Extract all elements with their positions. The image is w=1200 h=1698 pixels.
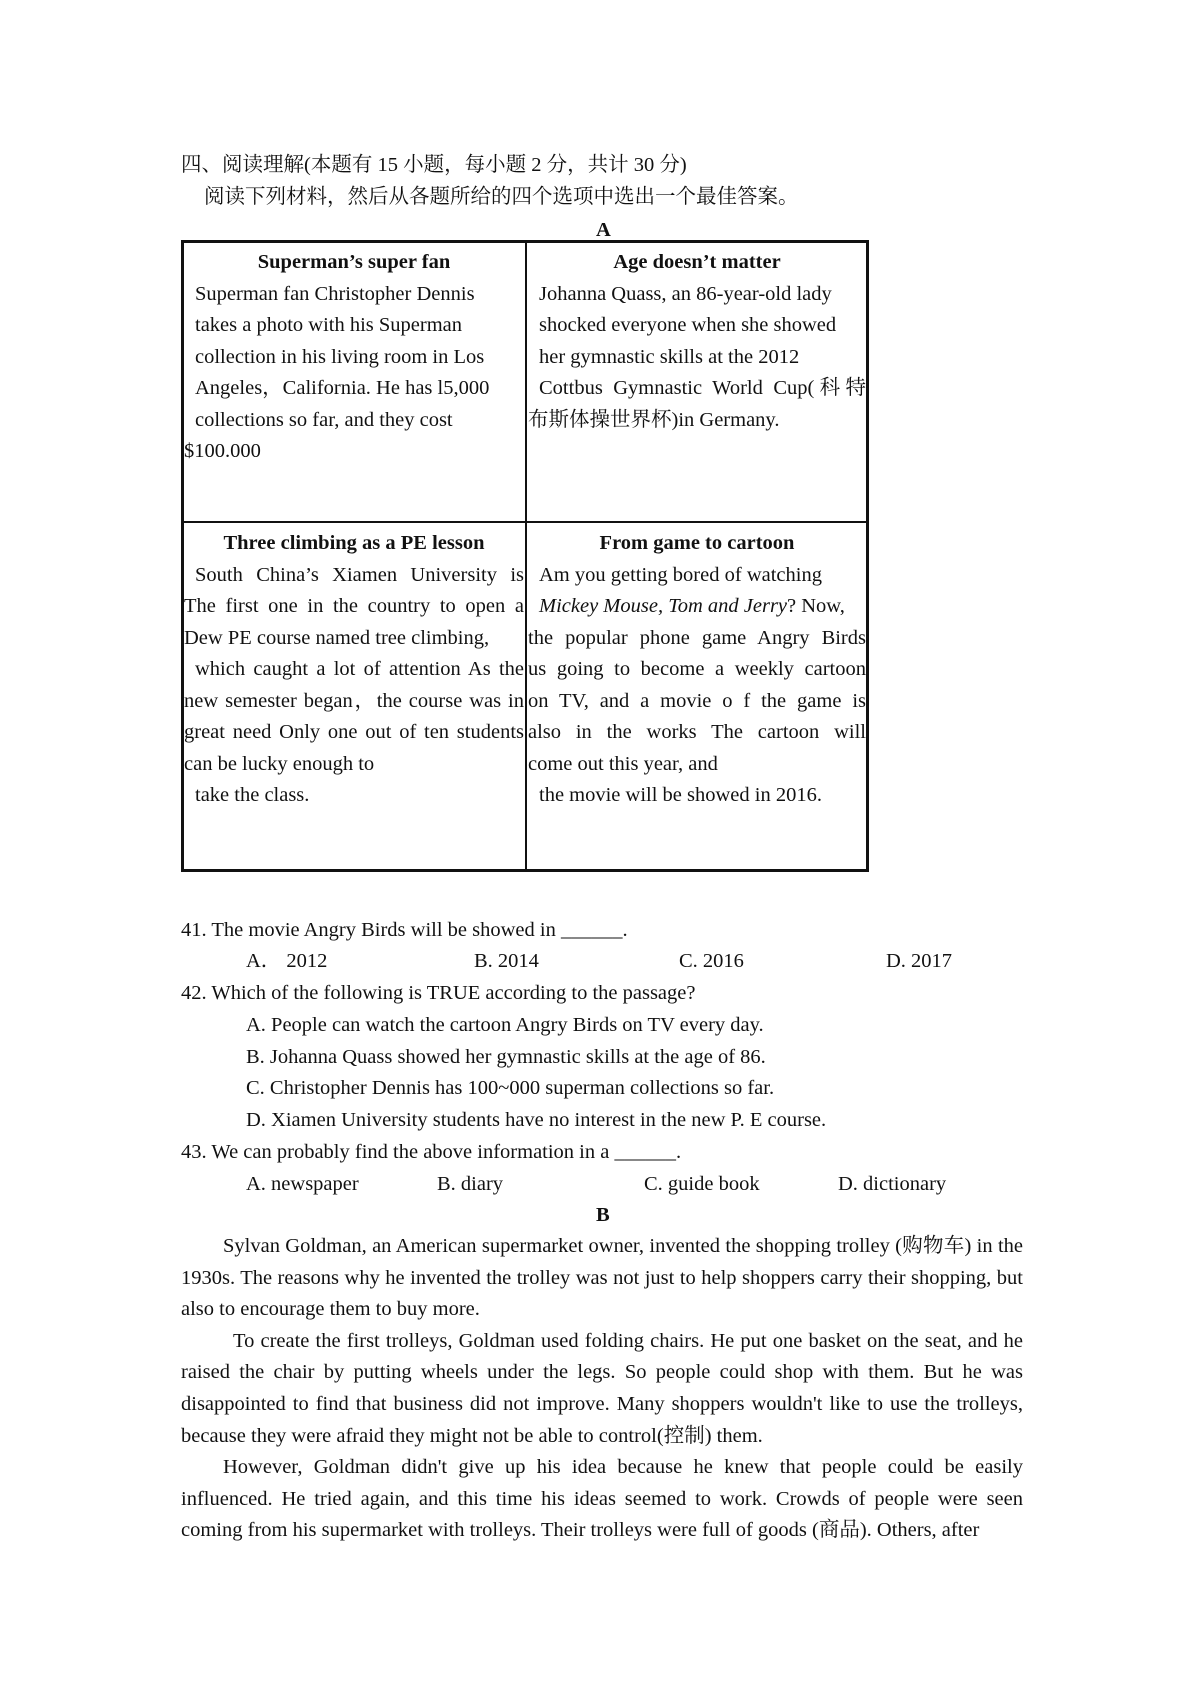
section-instruction: 阅读下列材料，然后从各题所给的四个选项中选出一个最佳答案。	[204, 186, 799, 208]
cell-line: 布斯体操世界杯)in Germany.	[528, 408, 780, 431]
cell-line: Angeles，California. He has l5,000	[195, 377, 490, 399]
cell-line: The first one in the country to open a	[184, 595, 524, 617]
passage-b-body	[181, 1231, 1023, 1547]
cell-line-mixed	[528, 591, 866, 623]
cell-line: Johanna Quass, an 86-year-old lady	[539, 282, 832, 305]
question-43: 43. We can probably find the above information in a ______.	[181, 1141, 682, 1163]
passage-b-label: B	[596, 1204, 610, 1226]
cell-line: can be lucky enough to	[184, 752, 375, 775]
question-42: 42. Which of the following is TRUE according to the passage?	[181, 982, 696, 1004]
question-41-option-c: C. 2016	[679, 950, 744, 972]
question-41-option-d: D. 2017	[886, 950, 953, 972]
table-cell-age	[528, 247, 866, 436]
cell-line: shocked everyone when she showed	[539, 314, 837, 336]
question-43-option-b: B. diary	[437, 1173, 504, 1195]
question-41-option-b: B. 2014	[474, 950, 539, 972]
cell-line: come out this year, and	[528, 752, 718, 775]
italic-titles: Mickey Mouse, Tom and Jerry	[539, 595, 788, 617]
cell-line: her gymnastic skills at the 2012	[539, 345, 800, 368]
question-42-option-b: B. Johanna Quass showed her gymnastic skills at the age of 86.	[246, 1046, 766, 1068]
question-43-option-c: C. guide book	[644, 1173, 760, 1195]
passage-paragraph: However, Goldman didn't give up his idea because he knew that people could be easily influenced. He tried again, and this time his ideas seemed to work. Crowds of people were seen coming from his supermarket with trolleys. Their trolleys were full of goods (商品). Others, after	[181, 1456, 1023, 1542]
question-43-option-a: A. newspaper	[246, 1173, 359, 1195]
cell-line: Cottbus Gymnastic World Cup(科特	[539, 377, 866, 399]
table-divider-horizontal	[181, 521, 869, 523]
cell-line: new semester began，the course was in	[184, 689, 524, 712]
question-42-option-a: A. People can watch the cartoon Angry Birds on TV every day.	[246, 1014, 764, 1036]
cell-line: Dew PE course named tree climbing,	[184, 626, 490, 649]
question-42-option-d: D. Xiamen University students have no interest in the new P. E course.	[246, 1109, 827, 1131]
cell-line: South China’s Xiamen University is	[195, 563, 524, 586]
cell-line: collection in his living room in Los	[195, 345, 485, 368]
cell-line: take the class.	[195, 784, 310, 806]
cell-line: $100.000	[184, 440, 261, 462]
cell-line: great need Only one out of ten students	[184, 721, 524, 743]
cell-line-tail: ? Now,	[787, 595, 845, 617]
cell-title: Three climbing as a PE lesson	[223, 532, 485, 554]
question-43-option-d: D. dictionary	[838, 1173, 947, 1195]
table-divider-vertical	[525, 240, 527, 872]
passage-a-label: A	[596, 219, 611, 241]
table-cell-cartoon	[528, 528, 866, 812]
cell-line: the popular phone game Angry Birds	[528, 626, 866, 649]
table-cell-climbing	[184, 528, 524, 812]
passage-paragraph: To create the first trolleys, Goldman used folding chairs. He put one basket on the seat, and he raised the chair by putting wheels under the legs. So people could shop with them. But he was disappointed to find that business did not improve. Many shoppers wouldn't like to use the trolleys, because they were afraid they might not be able to control(控制) them.	[181, 1329, 1023, 1447]
cell-line: us going to become a weekly cartoon	[528, 658, 866, 680]
cell-line: also in the works The cartoon will	[528, 721, 866, 743]
cell-line: the movie will be showed in 2016.	[539, 784, 822, 806]
cell-line: on TV, and a movie o f the game is	[528, 689, 866, 712]
cell-title: From game to cartoon	[599, 532, 795, 554]
cell-line: which caught a lot of attention As the	[195, 658, 524, 680]
cell-line: collections so far, and they cost	[195, 408, 453, 431]
cell-line: takes a photo with his Superman	[195, 314, 463, 336]
question-42-option-c: C. Christopher Dennis has 100~000 superman collections so far.	[246, 1077, 775, 1099]
cell-title: Superman’s super fan	[257, 251, 451, 273]
cell-line: Superman fan Christopher Dennis	[195, 282, 475, 305]
question-41: 41. The movie Angry Birds will be showed in ______.	[181, 919, 628, 941]
question-41-option-a: A． 2012	[246, 950, 328, 972]
section-heading: 四、阅读理解(本题有 15 小题，每小题 2 分，共计 30 分)	[181, 154, 687, 176]
cell-line: Am you getting bored of watching	[539, 563, 822, 586]
passage-paragraph: Sylvan Goldman, an American supermarket owner, invented the shopping trolley (购物车) in the 1930s. The reasons why he invented the trolley was not just to help shoppers carry their shopping, but also to encourage them to buy more.	[181, 1235, 1023, 1321]
table-cell-superman	[184, 247, 524, 468]
cell-title: Age doesn’t matter	[613, 251, 781, 273]
